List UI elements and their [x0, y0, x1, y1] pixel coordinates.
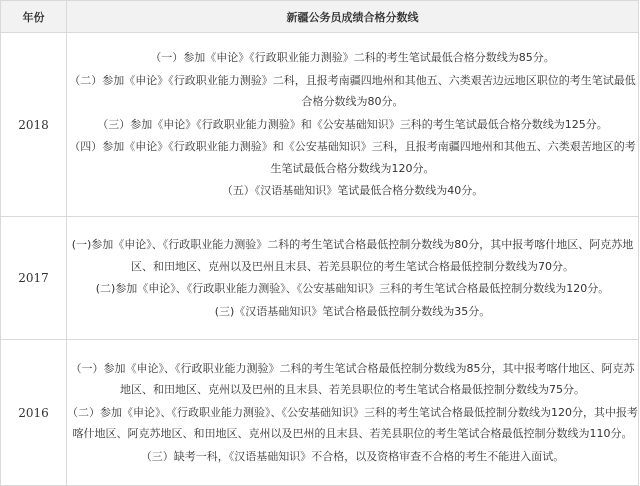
- rule-paragraph: （四）参加《申论》《行政职业能力测验》和《公安基础知识》三科，且报考南疆四地州和其他五、六类艰苦地区的考生笔试最低合格分数线为120分。: [69, 140, 636, 175]
- year-cell: 2017: [1, 217, 67, 340]
- rule-paragraph: （一）参加《申论》《行政职业能力测验》二科的考生笔试最低合格分数线为85分。: [150, 51, 555, 65]
- rule-paragraph: (一)参加《申论》、《行政职业能力测验》二科的考生笔试合格最低控制分数线为80分，其中报考喀什地区、阿克苏地区、和田地区、克州以及巴州且末县、若羌县职位的考生笔试合格最低控制分数线为70分。: [71, 238, 634, 273]
- content-cell: [67, 33, 639, 217]
- rule-paragraph: (二)参加《申论》、《行政职业能力测验》、《公安基础知识》三科的考生笔试合格最低控制分数线为120分。: [95, 282, 610, 295]
- table-row: [1, 340, 639, 486]
- rule-paragraph: （三）缺考一科，《汉语基础知识》不合格，以及资格审查不合格的考生不能进入面试。: [140, 449, 565, 463]
- year-cell: 2016: [1, 340, 67, 486]
- year-cell: 2018: [1, 33, 67, 217]
- rule-paragraph: （三）参加《申论》《行政职业能力测验》和《公安基础知识》三科的考生笔试最低合格分数线为125分。: [97, 117, 608, 131]
- header-year: 年份: [1, 1, 67, 33]
- rule-paragraph: （五）《汉语基础知识》笔试最低合格分数线为40分。: [221, 184, 484, 198]
- header-row: [1, 1, 639, 33]
- rule-paragraph: （二）参加《申论》、《行政职业能力测验》、《公安基础知识》三科的考生笔试合格最低控制分数线为120分，其中报考喀什地区、阿克苏地区、和田地区、克州以及巴州的且末县、若羌县职位的考生笔试合格最低控制分数线为110分。: [67, 405, 638, 441]
- rule-paragraph: （一）参加《申论》、《行政职业能力测验》二科的考生笔试合格最低控制分数线为85分，其中报考喀什地区、阿克苏地区、和田地区、克州以及巴州的且末县、若羌县职位的考生笔试合格最低控制分数线为75分。: [70, 361, 635, 397]
- table-row: [1, 33, 639, 217]
- content-cell: [67, 340, 639, 486]
- content-cell: [67, 217, 639, 340]
- header-content: 新疆公务员成绩合格分数线: [67, 1, 639, 33]
- rule-paragraph: （二）参加《申论》《行政职业能力测验》二科，且报考南疆四地州和其他五、六类艰苦边远地区职位的考生笔试最低合格分数线为80分。: [69, 73, 636, 109]
- rule-paragraph: (三)《汉语基础知识》笔试合格最低控制分数线为35分。: [214, 304, 491, 318]
- table-row: [1, 217, 639, 340]
